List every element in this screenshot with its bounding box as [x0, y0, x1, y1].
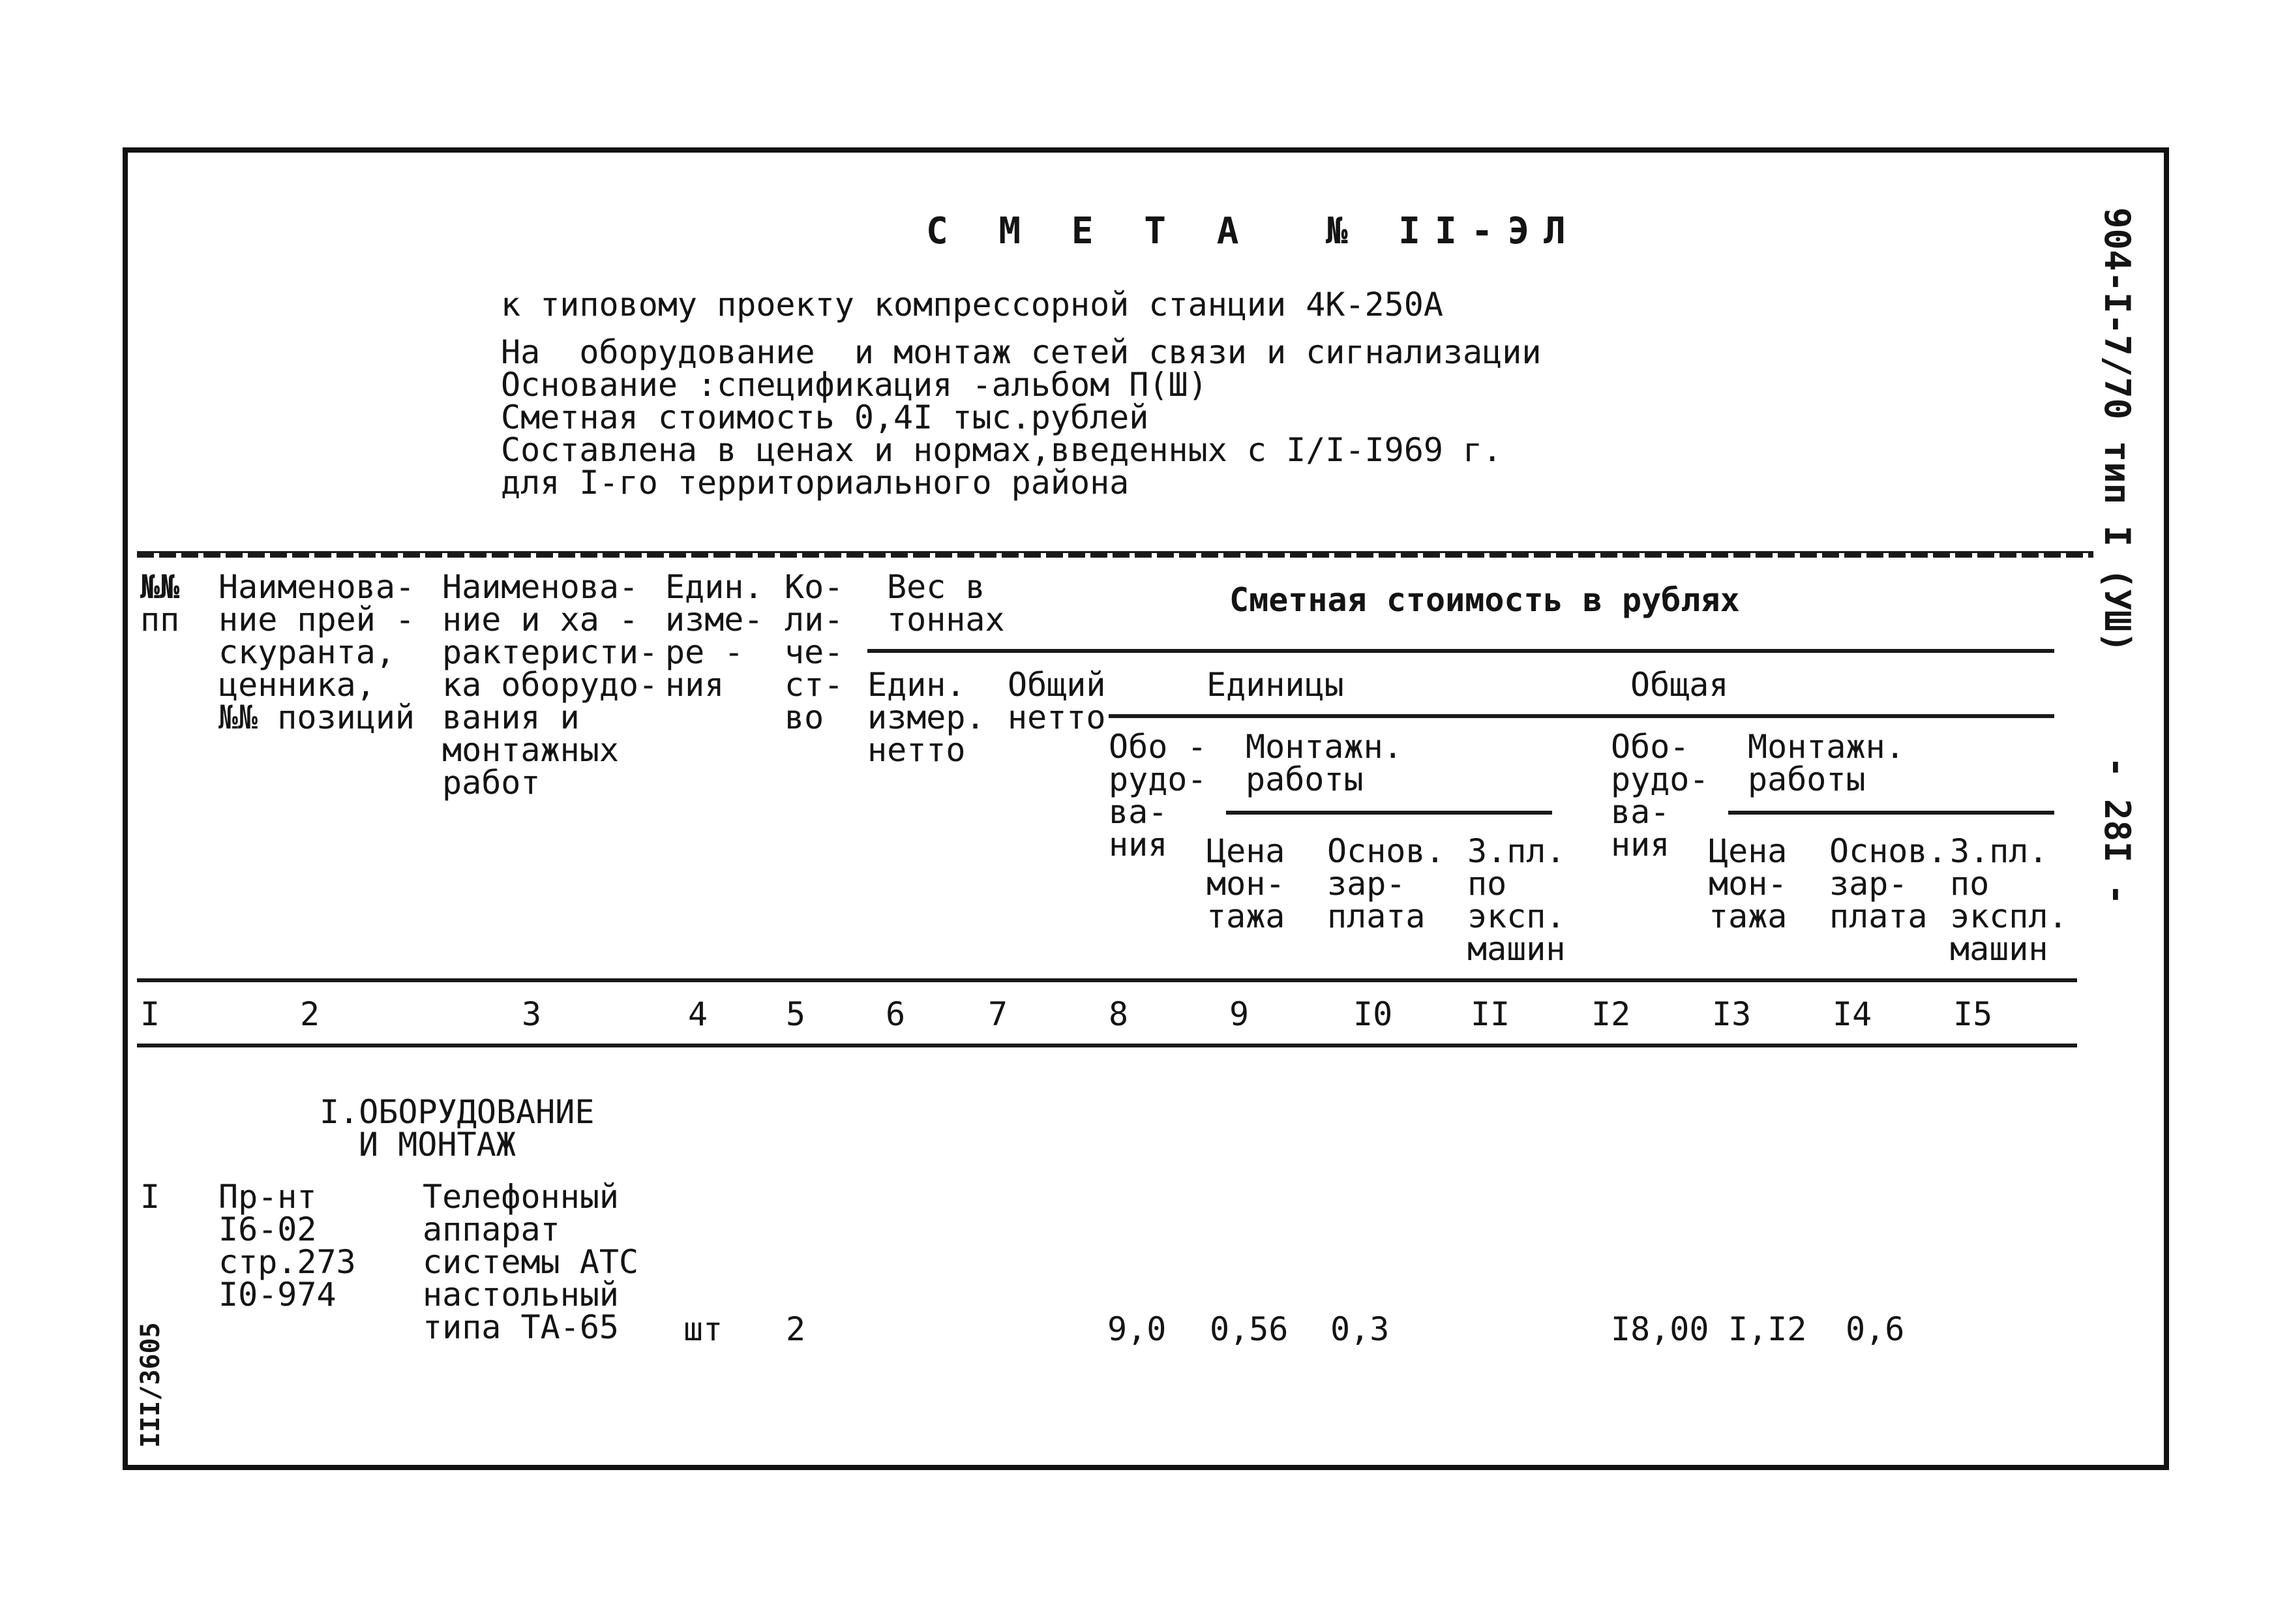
- header-unitweight-1: Един.: [867, 666, 966, 704]
- col-number-6: 6: [886, 995, 906, 1033]
- row-pricelist-4: I0-974: [218, 1276, 337, 1314]
- row-price-total: I,I2: [1728, 1310, 1807, 1348]
- header-wage-3: плата: [1327, 897, 1426, 935]
- header-equip2-1: Обо-: [1611, 728, 1690, 766]
- header-equip2-2: рудо-: [1611, 760, 1709, 798]
- header-machine-3: эксп.: [1467, 897, 1566, 935]
- header-machine-4: машин: [1467, 930, 1566, 968]
- header-unit-3: ре -: [665, 633, 744, 671]
- header-equip-2: рудо-: [1109, 760, 1207, 798]
- intro-line-2: На оборудование и монтаж сетей связи и сигнализации: [501, 333, 1542, 371]
- header-equip-4: ния: [1109, 826, 1168, 864]
- row-name-4: настольный: [423, 1276, 620, 1314]
- header-qty-5: во: [785, 699, 824, 736]
- row-wage-total: 0,6: [1846, 1310, 1905, 1348]
- header-wage2-2: зар-: [1829, 865, 1908, 903]
- intro-line-4: Сметная стоимость 0,4I тыс.рублей: [501, 398, 1149, 436]
- header-mont2-1: Монтажн.: [1748, 728, 1905, 766]
- col-number-7: 7: [988, 995, 1008, 1033]
- header-pricelist-5: №№ позиций: [218, 699, 415, 736]
- header-unit-2: изме-: [665, 601, 764, 639]
- row-name-2: аппарат: [423, 1210, 560, 1248]
- header-price-1: Цена: [1206, 832, 1285, 870]
- header-rule-3: [1226, 811, 1552, 815]
- header-unit-4: ния: [665, 666, 725, 704]
- header-machine2-2: по: [1950, 865, 1990, 903]
- col-number-15: I5: [1953, 995, 1993, 1033]
- section-title-1: I.ОБОРУДОВАНИЕ: [320, 1093, 595, 1131]
- header-wage-2: зар-: [1327, 865, 1406, 903]
- header-price-2: мон-: [1206, 865, 1285, 903]
- header-bottom-rule: [137, 978, 2077, 982]
- row-equip-unit: 9,0: [1107, 1310, 1167, 1348]
- document-title: С М Е Т А № II-ЭЛ: [926, 210, 1580, 252]
- col-number-14: I4: [1833, 995, 1872, 1033]
- header-price2-1: Цена: [1709, 832, 1788, 870]
- row-pricelist-1: Пр-нт: [218, 1178, 317, 1216]
- row-name-1: Телефонный: [423, 1178, 620, 1216]
- header-pricelist-2: ние прей -: [218, 601, 415, 639]
- table-top-rule: [137, 551, 2093, 558]
- header-name-4: ка оборудо-: [442, 666, 659, 704]
- header-unit-cost: Единицы: [1206, 666, 1344, 704]
- row-price-unit: 0,56: [1210, 1310, 1289, 1348]
- header-name-6: монтажных: [442, 731, 619, 769]
- row-equip-total: I8,00: [1611, 1310, 1709, 1348]
- col-number-4: 4: [688, 995, 708, 1033]
- header-weight-2: тоннах: [887, 601, 1005, 639]
- header-name-5: вания и: [442, 699, 580, 736]
- page-number: - 28I -: [2097, 757, 2138, 905]
- header-weight-1: Вес в: [887, 568, 985, 606]
- header-totalweight-2: нетто: [1008, 699, 1106, 736]
- header-total-cost: Общая: [1630, 666, 1729, 704]
- row-number: I: [140, 1178, 160, 1216]
- header-rule-4: [1728, 811, 2054, 815]
- header-unitweight-2: измер.: [867, 699, 985, 736]
- col-number-13: I3: [1712, 995, 1752, 1033]
- header-mont-2: работы: [1246, 760, 1364, 798]
- header-machine2-3: экспл.: [1950, 897, 2068, 935]
- header-price2-2: мон-: [1709, 865, 1788, 903]
- header-pricelist-4: ценника,: [218, 666, 376, 704]
- header-equip-1: Обо -: [1109, 728, 1207, 766]
- header-wage-1: Основ.: [1327, 832, 1445, 870]
- header-qty-2: ли-: [785, 601, 844, 639]
- intro-line-6: для I-го территориального района: [501, 464, 1130, 502]
- column-numbers-rule: [137, 1044, 2077, 1047]
- intro-line-5: Составлена в ценах и нормах,введенных с I/I-I969 г.: [501, 431, 1503, 469]
- header-name-7: работ: [442, 764, 541, 802]
- header-mont-1: Монтажн.: [1246, 728, 1403, 766]
- row-wage-unit: 0,3: [1330, 1310, 1390, 1348]
- intro-line-3: Основание :спецификация -альбом П(Ш): [501, 366, 1208, 404]
- header-rule-1: [867, 649, 2054, 653]
- section-title-2: И МОНТАЖ: [359, 1126, 516, 1164]
- header-qty-4: ст-: [785, 666, 844, 704]
- header-equip2-4: ния: [1611, 826, 1670, 864]
- col-number-10: I0: [1353, 995, 1393, 1033]
- col-number-3: 3: [522, 995, 542, 1033]
- header-mont2-2: работы: [1748, 760, 1866, 798]
- col-number-8: 8: [1109, 995, 1129, 1033]
- intro-line-1: к типовому проекту компрессорной станции 4К-250А: [501, 286, 1443, 323]
- side-code: 904-I-7/70 тип I (УШ): [2097, 207, 2138, 653]
- row-name-5: типа ТА-65: [423, 1308, 620, 1346]
- col-number-5: 5: [786, 995, 806, 1033]
- header-unitweight-3: нетто: [867, 731, 966, 769]
- row-name-3: системы АТС: [423, 1243, 639, 1281]
- row-qty: 2: [786, 1310, 806, 1348]
- row-pricelist-3: стр.273: [218, 1243, 356, 1281]
- header-wage2-1: Основ.: [1829, 832, 1947, 870]
- header-wage2-3: плата: [1829, 897, 1928, 935]
- row-unit: шт: [683, 1310, 723, 1348]
- col-number-11: II: [1471, 995, 1510, 1033]
- header-name-3: рактеристи-: [442, 633, 659, 671]
- header-price-3: тажа: [1206, 897, 1285, 935]
- header-name-1: Наименова-: [442, 568, 639, 606]
- header-cost: Сметная стоимость в рублях: [1229, 581, 1740, 619]
- header-machine2-1: З.пл.: [1950, 832, 2048, 870]
- header-name-2: ние и ха -: [442, 601, 639, 639]
- header-pricelist-3: скуранта,: [218, 633, 395, 671]
- header-rule-2: [1109, 714, 2054, 718]
- header-num-2: пп: [140, 601, 180, 639]
- header-price2-3: тажа: [1709, 897, 1788, 935]
- header-unit-1: Един.: [665, 568, 764, 606]
- header-qty-1: Ко-: [785, 568, 844, 606]
- col-number-9: 9: [1229, 995, 1250, 1033]
- header-qty-3: че-: [785, 633, 844, 671]
- archive-stamp: III/3605: [136, 1322, 166, 1448]
- col-number-12: I2: [1591, 995, 1631, 1033]
- header-num-1: №№: [140, 568, 180, 606]
- col-number-2: 2: [300, 995, 320, 1033]
- col-number-1: I: [140, 995, 160, 1033]
- header-totalweight-1: Общий: [1008, 666, 1106, 704]
- header-machine-1: З.пл.: [1467, 832, 1566, 870]
- header-pricelist-1: Наименова-: [218, 568, 415, 606]
- header-machine2-4: машин: [1950, 930, 2048, 968]
- header-equip2-3: ва-: [1611, 793, 1670, 831]
- header-machine-2: по: [1467, 865, 1507, 903]
- row-pricelist-2: I6-02: [218, 1210, 317, 1248]
- header-equip-3: ва-: [1109, 793, 1168, 831]
